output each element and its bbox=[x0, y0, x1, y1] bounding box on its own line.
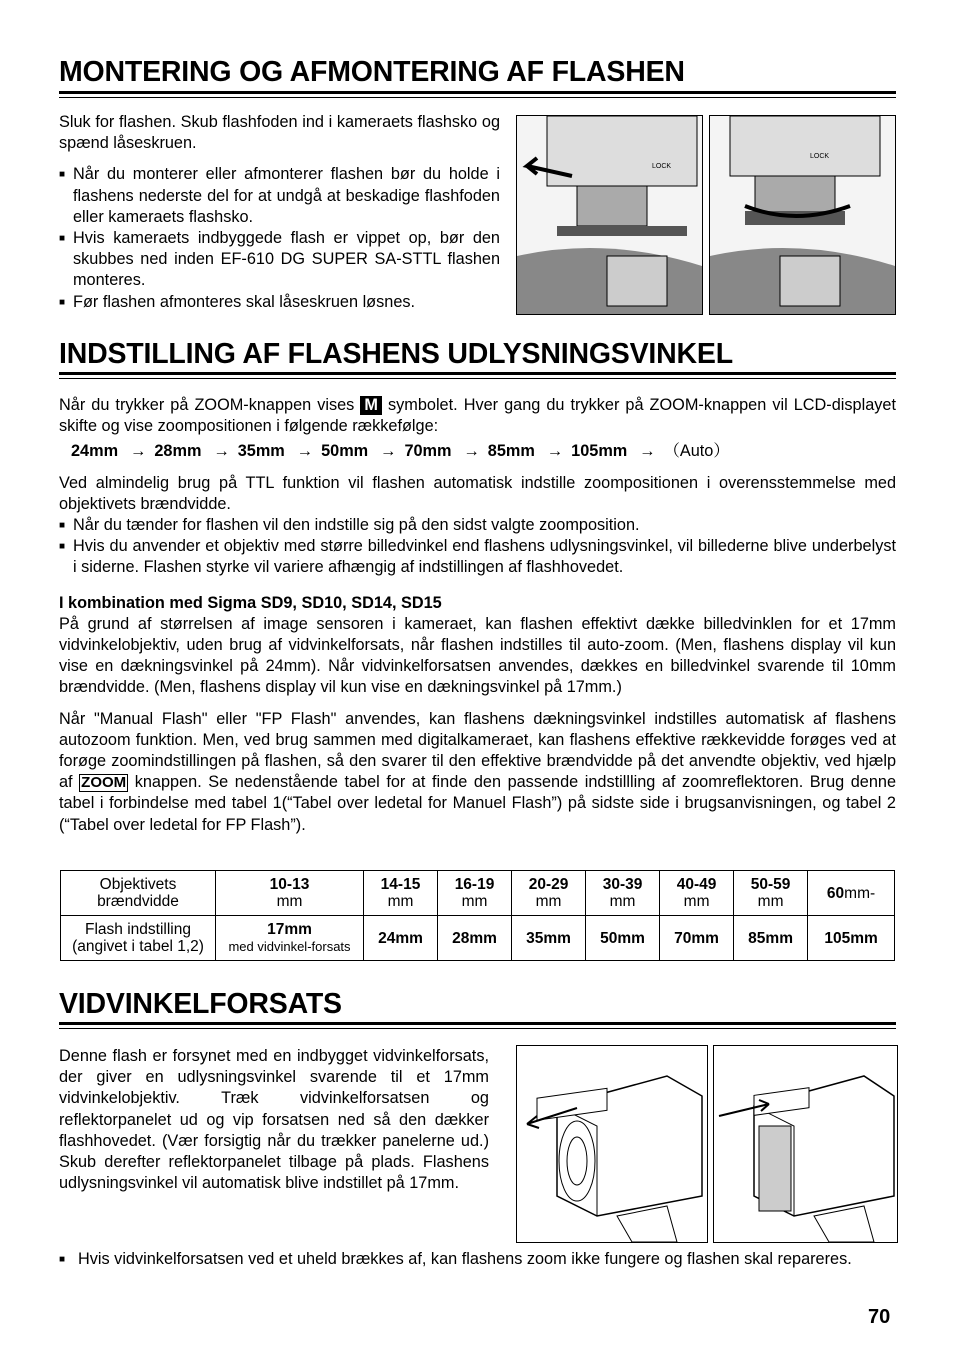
mounting-bullet: ■ Før flashen afmonteres skal låseskruen løsnes. bbox=[59, 292, 500, 313]
sigma-paragraph: På grund af størrelsen af image sensoren i kameraet, kan flashen effektivt dække billedvinklen for et 17mm vidvinkelobjektiv, uden brug af vidvinkelforsats, når flashen indstilles til auto-zoom. (Men, flashens display vil kun vise en dækningsvinkel på 24mm). Når vidvinkelforsatsen anvendes, dækkes en billedvinkel svarende til 10mm brændvidde. (Men, flashens display vil kun vise en dækningsvinkel på 17mm.) bbox=[59, 614, 896, 697]
zoom-step: 24mm bbox=[71, 442, 119, 461]
table-cell: 10-13 mm bbox=[216, 871, 364, 916]
table-row bbox=[61, 916, 895, 961]
arrow-right-icon: → bbox=[463, 442, 480, 461]
zoom-step: 70mm bbox=[404, 442, 452, 461]
wide-panel-paragraph: Denne flash er forsynet med en indbygget vidvinkelforsats, der giver en udlysningsvinkel svarende til et 17mm vidvinkelobjektiv. Træk vidvinkelforsatsen og reflektorpanelet ud og vip forsatsen ned så den dækker flashhovedet. (Vær forsigtig når du trækker panelerne ud.) Skub derefter reflektorpanelet tilbage på plads. Flashens udlysningsvinkel vil automatisk blive indstillet på 17mm. bbox=[59, 1047, 489, 1193]
table-cell: 14-15 mm bbox=[364, 871, 438, 916]
table-cell: 60mm- bbox=[808, 871, 895, 916]
row-header: Flash indstilling (angivet i tabel 1,2) bbox=[61, 916, 216, 961]
title-rule bbox=[59, 91, 896, 98]
svg-text:LOCK: LOCK bbox=[652, 163, 672, 170]
manual-flash-paragraph bbox=[59, 709, 896, 836]
mounting-bullet: ■ Hvis kameraets indbyggede flash er vippet op, bør den skubbes ned inden EF-610 DG SUPER SA-STTL flashen monteres. bbox=[59, 228, 500, 292]
zoom-intro-a: Når du trykker på ZOOM-knappen vises bbox=[59, 396, 355, 414]
table-cell: 20-29 mm bbox=[512, 871, 586, 916]
mounting-text bbox=[59, 112, 500, 313]
row-header: Objektivets brændvidde bbox=[61, 871, 216, 916]
arrow-right-icon: → bbox=[639, 442, 656, 461]
table-row bbox=[61, 871, 895, 916]
section-title-mounting: MONTERING OG AFMONTERING AF FLASHEN bbox=[59, 56, 685, 88]
zoom-step: 50mm bbox=[321, 442, 369, 461]
flash-head-pull-out-illustration bbox=[517, 1046, 707, 1242]
table-cell: 17mm med vidvinkel-forsats bbox=[216, 916, 364, 961]
manual-flash-text-a: Når "Manual Flash" eller "FP Flash" anvendes, kan flashens dækningsvinkel indstilles automatisk af flashens autozoom funktion. Men, ved brug sammen med digitalkameraet, kan flashens effektive rækkevidde forøges ved at forøge zoomindstillingen på flashen, så den svarer til den effektive brændvidde på det anvendte objektiv, ved hjælp af bbox=[59, 709, 896, 792]
section-title-zoom-angle: INDSTILLING AF FLASHENS UDLYSNINGSVINKEL bbox=[59, 338, 733, 370]
table-cell: 16-19 mm bbox=[438, 871, 512, 916]
zoom-bullet: ■ Hvis du anvender et objektiv med større billedvinkel end flashens udlysningsvinkel, vil billederne blive underbelyst i siderne. Flashen styrke vil variere afhængig af indstillingen af flashhovedet. bbox=[59, 536, 896, 578]
zoom-step: 35mm bbox=[237, 442, 285, 461]
page-number: 70 bbox=[868, 1306, 891, 1328]
section-title-wide-panel: VIDVINKELFORSATS bbox=[59, 988, 342, 1020]
table-cell: 50-59 mm bbox=[734, 871, 808, 916]
mounting-photo-1 bbox=[516, 115, 703, 315]
zoom-setting-table bbox=[60, 870, 895, 961]
table-cell: 28mm bbox=[438, 916, 512, 961]
table-cell: 24mm bbox=[364, 916, 438, 961]
mounting-bullet: ■ Når du monterer eller afmonterer flashen bør du holde i flashens nederste del for at undgå at beskadige flashfoden eller kameraets flashsko. bbox=[59, 164, 500, 228]
table-cell: 50mm bbox=[586, 916, 660, 961]
table-cell: 30-39 mm bbox=[586, 871, 660, 916]
svg-text:LOCK: LOCK bbox=[810, 153, 830, 160]
table-cell: 35mm bbox=[512, 916, 586, 961]
zoom-angle-text bbox=[59, 395, 896, 836]
zoom-bullet: ■ Når du tænder for flashen vil den indstille sig på den sidst valgte zoomposition. bbox=[59, 515, 896, 536]
m-symbol-icon: M bbox=[360, 396, 382, 415]
mounting-intro: Sluk for flashen. Skub flashfoden ind i kameraets flashsko og spænd låseskruen. bbox=[59, 113, 500, 153]
wide-panel-illustration-2 bbox=[713, 1045, 898, 1243]
flash-head-push-in-illustration bbox=[714, 1046, 897, 1242]
arrow-right-icon: → bbox=[296, 442, 314, 461]
flash-mount-illustration bbox=[517, 116, 702, 314]
flash-lock-illustration bbox=[710, 116, 895, 314]
manual-flash-text-b: knappen. Se nedenstående tabel for at finde den passende indstillling af zoomreflektoren. Brug denne tabel i forbindelse med tabel 1(“Tabel over ledetal for Manuel Flash”) på sidste side i brugsanvisningen, og tabel 2 (“Tabel over ledetal for FP Flash”). bbox=[59, 773, 897, 834]
wide-panel-bullet: ■ Hvis vidvinkelforsatsen ved et uheld brækkes af, kan flashens zoom ikke fungere og flashen skal repareres. bbox=[59, 1249, 900, 1270]
sigma-subheading: I kombination med Sigma SD9, SD10, SD14, SD15 bbox=[59, 593, 442, 612]
zoom-sequence bbox=[71, 441, 896, 462]
mounting-photo-2 bbox=[709, 115, 896, 315]
title-rule bbox=[59, 1022, 896, 1029]
zoom-intro-b: symbolet. Hver gang du trykker på ZOOM-knappen vil LCD-displayet skifte og vise zoompositionen i følgende rækkefølge: bbox=[59, 396, 896, 436]
zoom-step: 105mm bbox=[571, 442, 628, 461]
wide-panel-illustration-1 bbox=[516, 1045, 708, 1243]
table-cell: 40-49 mm bbox=[660, 871, 734, 916]
arrow-right-icon: → bbox=[546, 442, 564, 461]
ttl-paragraph: Ved almindelig brug på TTL funktion vil flashen automatisk indstille zoompositionen i overensstemmelse med objektivets brændvidde. bbox=[59, 473, 896, 513]
title-rule bbox=[59, 372, 896, 379]
zoom-step: 85mm bbox=[487, 442, 535, 461]
zoom-step: 28mm bbox=[154, 442, 202, 461]
arrow-right-icon: → bbox=[130, 442, 147, 461]
zoom-step: （Auto） bbox=[663, 442, 730, 461]
zoom-button-label: ZOOM bbox=[81, 774, 127, 792]
zoom-intro bbox=[59, 395, 896, 437]
arrow-right-icon: → bbox=[213, 442, 230, 461]
table-cell: 105mm bbox=[808, 916, 895, 961]
table-cell: 70mm bbox=[660, 916, 734, 961]
arrow-right-icon: → bbox=[380, 442, 397, 461]
table-cell: 85mm bbox=[734, 916, 808, 961]
